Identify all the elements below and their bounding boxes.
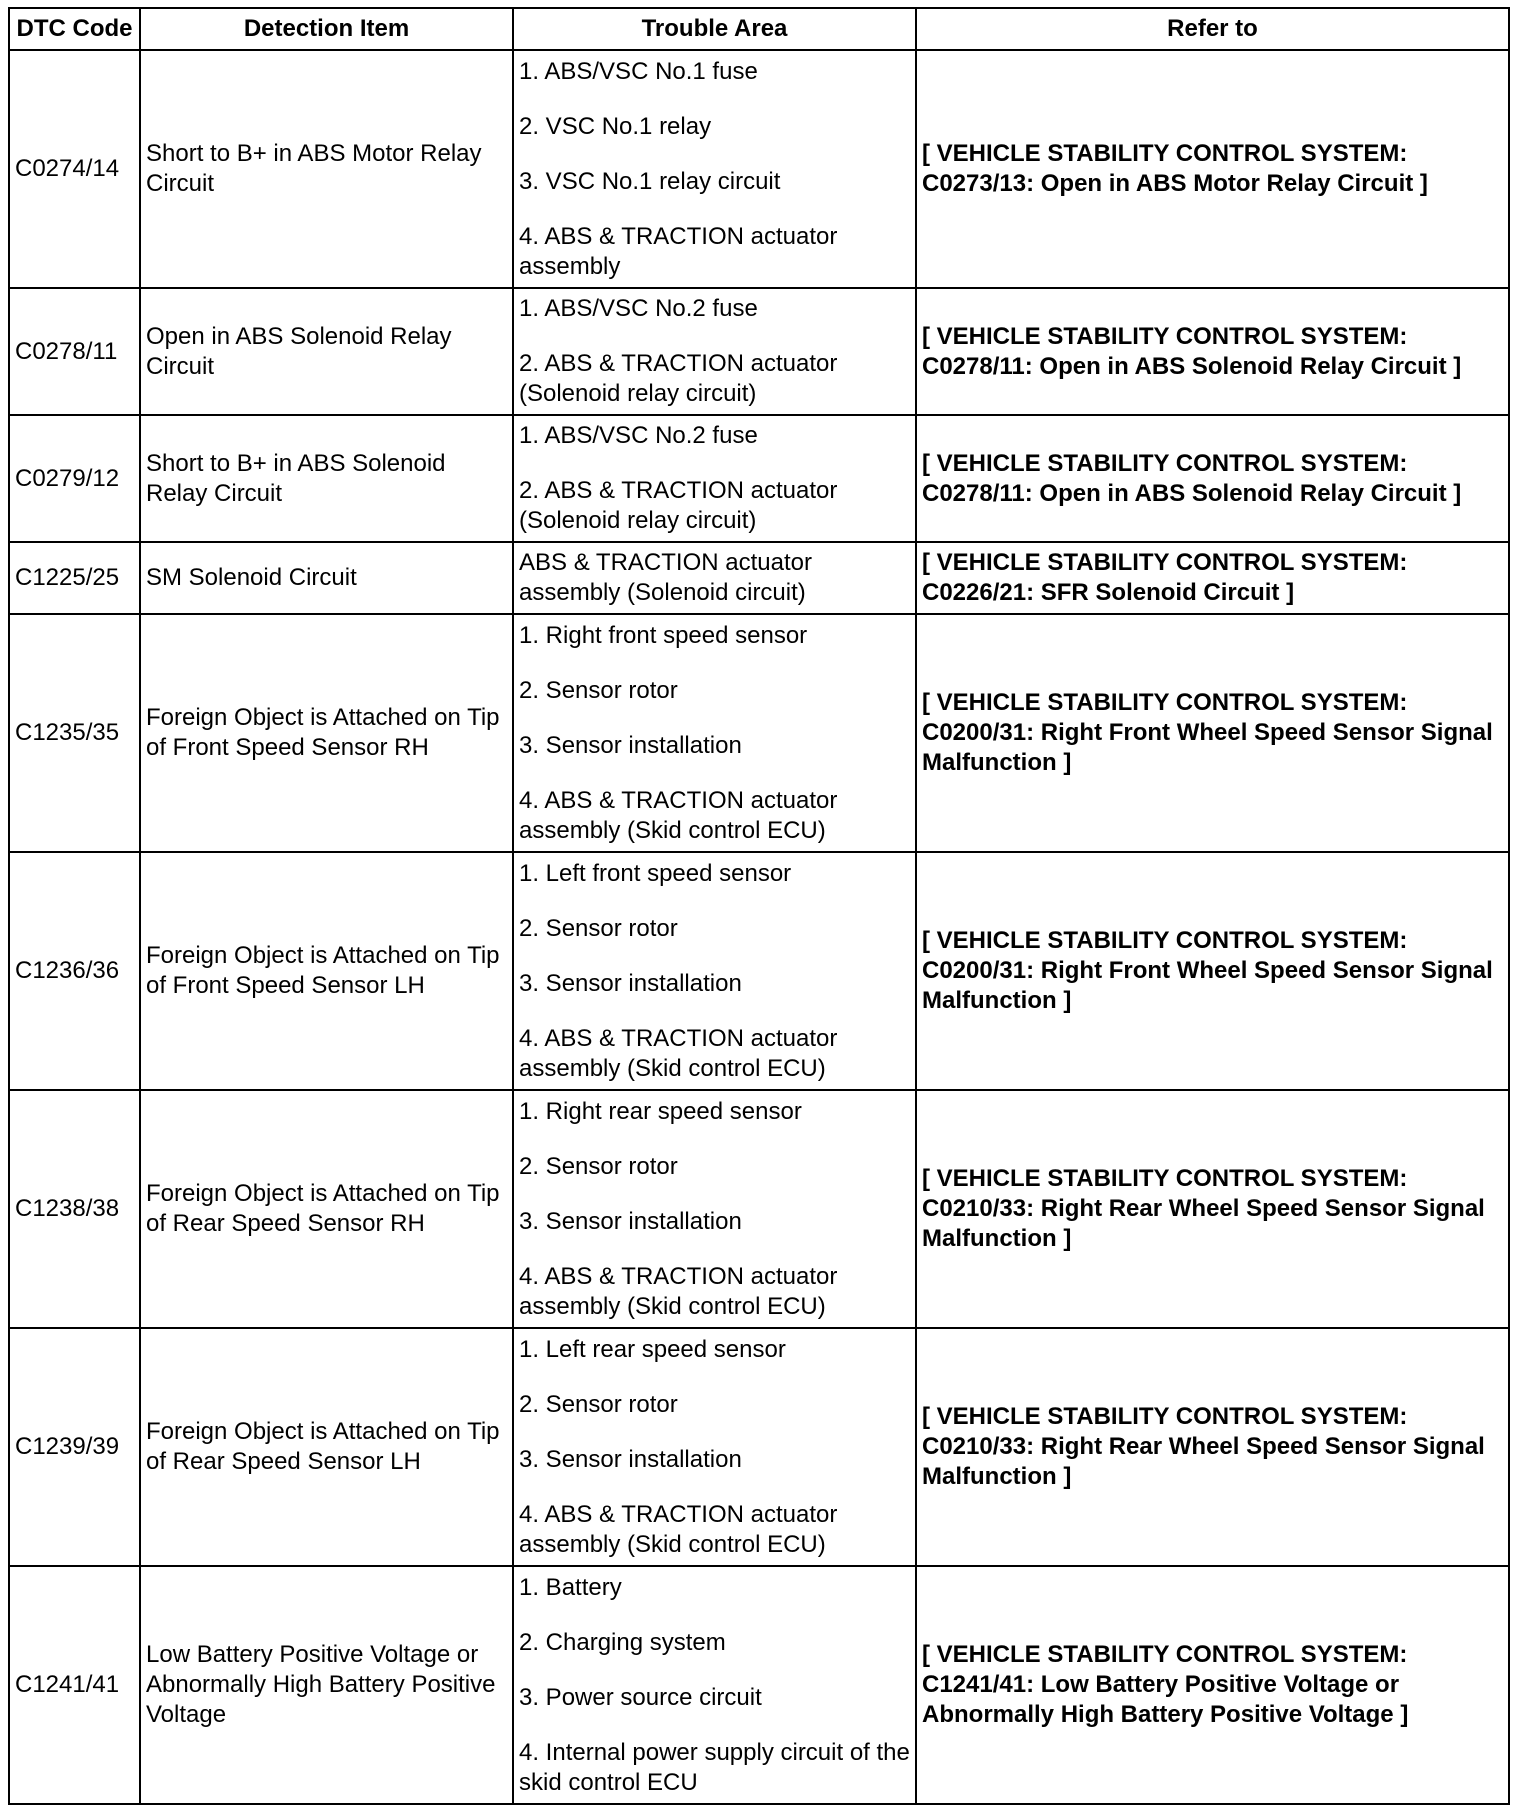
dtc-code-cell: C1238/38 <box>9 1090 140 1328</box>
detection-item-cell: Foreign Object is Attached on Tip of Front Speed Sensor RH <box>140 614 513 852</box>
refer-to-cell: [ VEHICLE STABILITY CONTROL SYSTEM: C0200/31: Right Front Wheel Speed Sensor Signal Malfunction ] <box>916 614 1509 852</box>
trouble-area-cell <box>513 415 916 542</box>
trouble-area-item: 3. Sensor installation <box>519 969 742 997</box>
detection-item-cell: Low Battery Positive Voltage or Abnormally High Battery Positive Voltage <box>140 1566 513 1804</box>
refer-to-cell: [ VEHICLE STABILITY CONTROL SYSTEM: C1241/41: Low Battery Positive Voltage or Abnormally High Battery Positive Voltage ] <box>916 1566 1509 1804</box>
trouble-area-item: 2. Sensor rotor <box>519 1152 678 1180</box>
dtc-code-cell: C1225/25 <box>9 542 140 614</box>
refer-to-cell: [ VEHICLE STABILITY CONTROL SYSTEM: C0226/21: SFR Solenoid Circuit ] <box>916 542 1509 614</box>
trouble-area-item: ABS & TRACTION actuator assembly (Solenoid circuit) <box>519 549 812 606</box>
trouble-area-item: 2. Sensor rotor <box>519 676 678 704</box>
trouble-area-item: 3. VSC No.1 relay circuit <box>519 167 781 195</box>
table-row <box>9 1328 1509 1566</box>
table-row <box>9 50 1509 288</box>
trouble-area-item: 4. ABS & TRACTION actuator assembly (Skid control ECU) <box>519 1500 838 1558</box>
trouble-area-item: 4. ABS & TRACTION actuator assembly (Skid control ECU) <box>519 1024 838 1082</box>
detection-item-cell: Short to B+ in ABS Motor Relay Circuit <box>140 50 513 288</box>
dtc-code-cell: C1236/36 <box>9 852 140 1090</box>
trouble-area-item: 1. Left front speed sensor <box>519 859 792 887</box>
trouble-area-item: 1. Right rear speed sensor <box>519 1097 802 1125</box>
table-row <box>9 614 1509 852</box>
trouble-area-item: 2. ABS & TRACTION actuator (Solenoid relay circuit) <box>519 477 838 534</box>
table-row <box>9 1566 1509 1804</box>
trouble-area-item: 3. Power source circuit <box>519 1683 762 1711</box>
detection-item-cell: Short to B+ in ABS Solenoid Relay Circuit <box>140 415 513 542</box>
trouble-area-cell <box>513 50 916 288</box>
refer-to-cell: [ VEHICLE STABILITY CONTROL SYSTEM: C0210/33: Right Rear Wheel Speed Sensor Signal Malfunction ] <box>916 1090 1509 1328</box>
trouble-area-cell <box>513 1328 916 1566</box>
trouble-area-item: 3. Sensor installation <box>519 1207 742 1235</box>
trouble-area-cell <box>513 542 916 614</box>
refer-to-cell: [ VEHICLE STABILITY CONTROL SYSTEM: C0273/13: Open in ABS Motor Relay Circuit ] <box>916 50 1509 288</box>
detection-item-cell: Open in ABS Solenoid Relay Circuit <box>140 288 513 415</box>
trouble-area-item: 4. Internal power supply circuit of the skid control ECU <box>519 1738 910 1796</box>
table-row <box>9 288 1509 415</box>
detection-item-cell: Foreign Object is Attached on Tip of Rear Speed Sensor LH <box>140 1328 513 1566</box>
trouble-area-cell <box>513 288 916 415</box>
trouble-area-item: 2. Sensor rotor <box>519 1390 678 1418</box>
detection-item-cell: SM Solenoid Circuit <box>140 542 513 614</box>
dtc-code-cell: C0278/11 <box>9 288 140 415</box>
detection-item-cell: Foreign Object is Attached on Tip of Front Speed Sensor LH <box>140 852 513 1090</box>
trouble-area-item: 2. VSC No.1 relay <box>519 112 712 140</box>
dtc-table-container <box>8 7 1510 1805</box>
trouble-area-item: 1. ABS/VSC No.1 fuse <box>519 57 758 85</box>
trouble-area-item: 3. Sensor installation <box>519 731 742 759</box>
dtc-code-cell: C1235/35 <box>9 614 140 852</box>
dtc-table <box>8 7 1510 1805</box>
trouble-area-item: 1. ABS/VSC No.2 fuse <box>519 295 758 322</box>
trouble-area-item: 4. ABS & TRACTION actuator assembly (Skid control ECU) <box>519 1262 838 1320</box>
detection-item-cell: Foreign Object is Attached on Tip of Rear Speed Sensor RH <box>140 1090 513 1328</box>
header-trouble-area: Trouble Area <box>513 8 916 50</box>
trouble-area-item: 1. Right front speed sensor <box>519 621 808 649</box>
trouble-area-cell <box>513 614 916 852</box>
dtc-code-cell: C1241/41 <box>9 1566 140 1804</box>
trouble-area-cell <box>513 1566 916 1804</box>
trouble-area-item: 1. ABS/VSC No.2 fuse <box>519 422 758 449</box>
trouble-area-item: 2. ABS & TRACTION actuator (Solenoid relay circuit) <box>519 350 838 407</box>
refer-to-cell: [ VEHICLE STABILITY CONTROL SYSTEM: C0278/11: Open in ABS Solenoid Relay Circuit ] <box>916 415 1509 542</box>
refer-to-cell: [ VEHICLE STABILITY CONTROL SYSTEM: C0200/31: Right Front Wheel Speed Sensor Signal Malfunction ] <box>916 852 1509 1090</box>
table-row <box>9 415 1509 542</box>
header-row <box>9 8 1509 50</box>
header-detection-item: Detection Item <box>140 8 513 50</box>
trouble-area-item: 4. ABS & TRACTION actuator assembly <box>519 222 838 280</box>
dtc-code-cell: C0279/12 <box>9 415 140 542</box>
trouble-area-cell <box>513 852 916 1090</box>
header-dtc-code: DTC Code <box>9 8 140 50</box>
trouble-area-item: 4. ABS & TRACTION actuator assembly (Skid control ECU) <box>519 786 838 844</box>
trouble-area-item: 1. Left rear speed sensor <box>519 1335 786 1363</box>
refer-to-cell: [ VEHICLE STABILITY CONTROL SYSTEM: C0210/33: Right Rear Wheel Speed Sensor Signal Malfunction ] <box>916 1328 1509 1566</box>
dtc-code-cell: C1239/39 <box>9 1328 140 1566</box>
dtc-code-cell: C0274/14 <box>9 50 140 288</box>
trouble-area-cell <box>513 1090 916 1328</box>
header-refer-to: Refer to <box>916 8 1509 50</box>
trouble-area-item: 2. Sensor rotor <box>519 914 678 942</box>
trouble-area-item: 2. Charging system <box>519 1628 726 1656</box>
refer-to-cell: [ VEHICLE STABILITY CONTROL SYSTEM: C0278/11: Open in ABS Solenoid Relay Circuit ] <box>916 288 1509 415</box>
table-row <box>9 852 1509 1090</box>
table-row <box>9 1090 1509 1328</box>
table-row <box>9 542 1509 614</box>
trouble-area-item: 3. Sensor installation <box>519 1445 742 1473</box>
trouble-area-item: 1. Battery <box>519 1573 622 1601</box>
